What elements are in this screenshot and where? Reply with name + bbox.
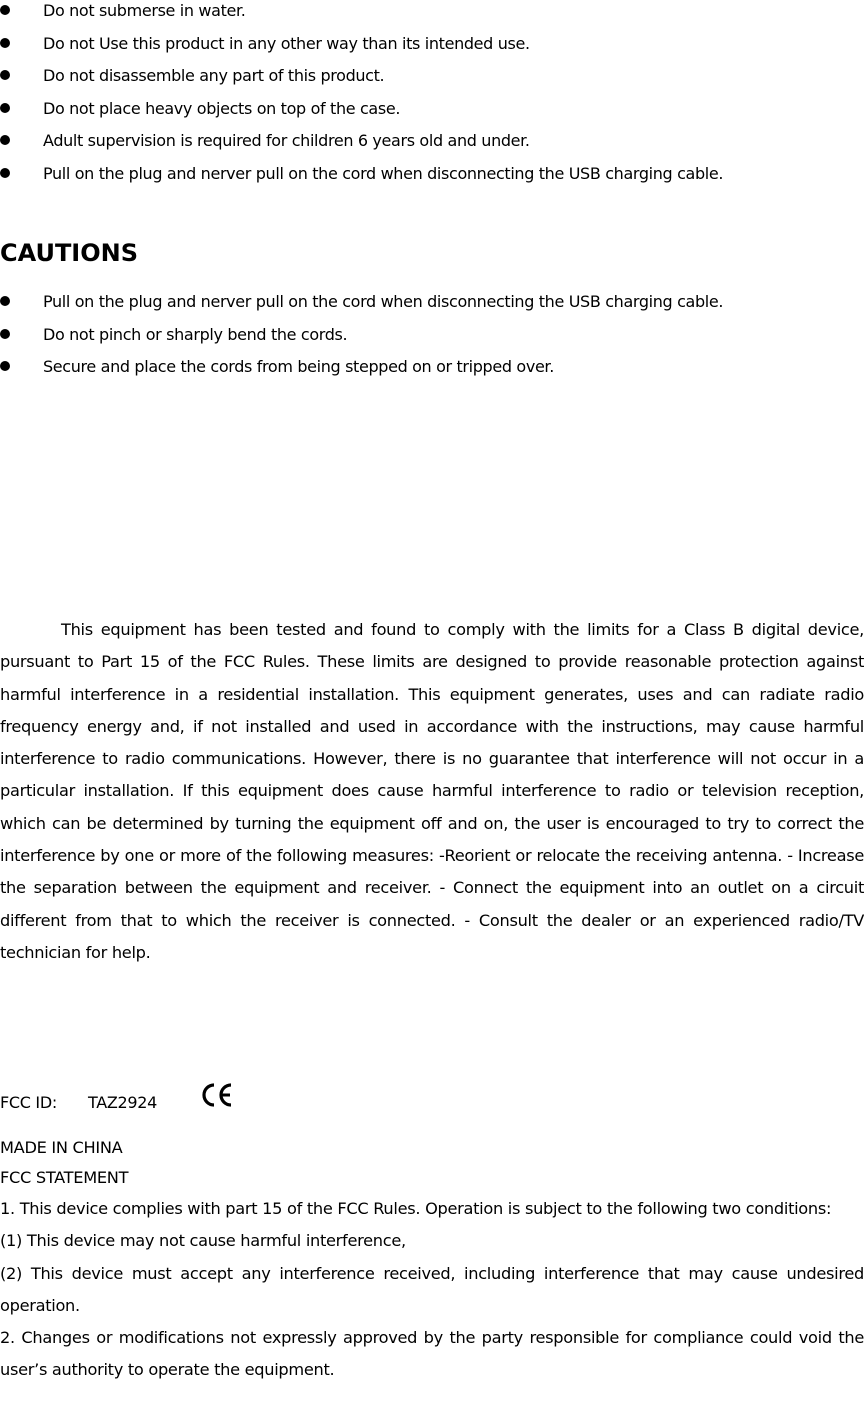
- list-item: [0, 67, 864, 100]
- statement-condition-2: (2) This device must accept any interference received, including interference that may cause undesired operation.: [0, 1263, 864, 1315]
- bullet-icon: [0, 38, 10, 48]
- statement-line-1: 1. This device complies with part 15 of the FCC Rules. Operation is subject to the following two conditions:: [0, 1199, 832, 1218]
- bullet-icon: [0, 361, 10, 371]
- fcc-statement-block: [0, 1133, 864, 1387]
- caution-text: Do not pinch or sharply bend the cords.: [43, 324, 348, 344]
- bullet-icon: [0, 70, 10, 80]
- statement-line-2: 2. Changes or modifications not expressly approved by the party responsible for compliance could void the user’s authority to operate the equipment.: [0, 1328, 864, 1380]
- bullet-icon: [0, 103, 10, 113]
- warnings-list: [0, 2, 864, 197]
- fcc-id-row: [0, 1091, 158, 1115]
- list-item: [0, 100, 864, 133]
- bullet-icon: [0, 135, 10, 145]
- warning-text: Do not Use this product in any other way than its intended use.: [43, 33, 530, 53]
- list-item: [0, 358, 864, 391]
- cautions-heading: CAUTIONS: [0, 239, 139, 267]
- statement-condition-1: (1) This device may not cause harmful interference,: [0, 1231, 406, 1251]
- fcc-id-label: FCC ID:: [0, 1093, 57, 1112]
- caution-text: Pull on the plug and nerver pull on the cord when disconnecting the USB charging cable.: [43, 292, 724, 311]
- cautions-list: [0, 293, 864, 391]
- bullet-icon: [0, 296, 10, 306]
- list-item: [0, 2, 864, 35]
- bullet-icon: [0, 5, 10, 15]
- made-in-label: MADE IN CHINA: [0, 1138, 123, 1157]
- bullet-icon: [0, 329, 10, 339]
- warning-text: Do not disassemble any part of this product.: [43, 66, 385, 85]
- list-item: [0, 35, 864, 68]
- fcc-id-value: TAZ2924: [88, 1093, 158, 1112]
- warning-text: Adult supervision is required for children 6 years old and under.: [43, 131, 530, 150]
- bullet-icon: [0, 168, 10, 178]
- fcc-paragraph-text: This equipment has been tested and found to comply with the limits for a Class B digital device, pursuant to Part 15 of the FCC Rules. These limits are designed to provide reasonable protection against harmful interference in a residential installation. This equipment generates, uses and can radiate radio frequency energy and, if not installed and used in accordance with the instructions, may cause harmful interference to radio communications. However, there is no guarantee that interference will not occur in a particular installation. If this equipment does cause harmful interference to radio or television reception, which can be determined by turning the equipment off and on, the user is encouraged to try to correct the interference by one or more of the following measures: -Reorient or relocate the receiving antenna. - Increase the separation between the equipment and receiver. - Connect the equipment into an outlet on a circuit different from that to which the receiver is connected. - Consult the dealer or an experienced radio/TV technician for help.: [0, 620, 864, 962]
- ce-mark-icon: [199, 1081, 235, 1109]
- list-item: [0, 326, 864, 359]
- list-item: [0, 132, 864, 165]
- warning-text: Pull on the plug and nerver pull on the cord when disconnecting the USB charging cable.: [43, 163, 724, 183]
- warning-text: Do not submerse in water.: [43, 1, 246, 20]
- warning-text: Do not place heavy objects on top of the case.: [43, 98, 401, 118]
- fcc-compliance-paragraph: [0, 614, 864, 969]
- caution-text: Secure and place the cords from being stepped on or tripped over.: [43, 357, 554, 376]
- statement-title: FCC STATEMENT: [0, 1168, 129, 1187]
- list-item: [0, 165, 864, 198]
- list-item: [0, 293, 864, 326]
